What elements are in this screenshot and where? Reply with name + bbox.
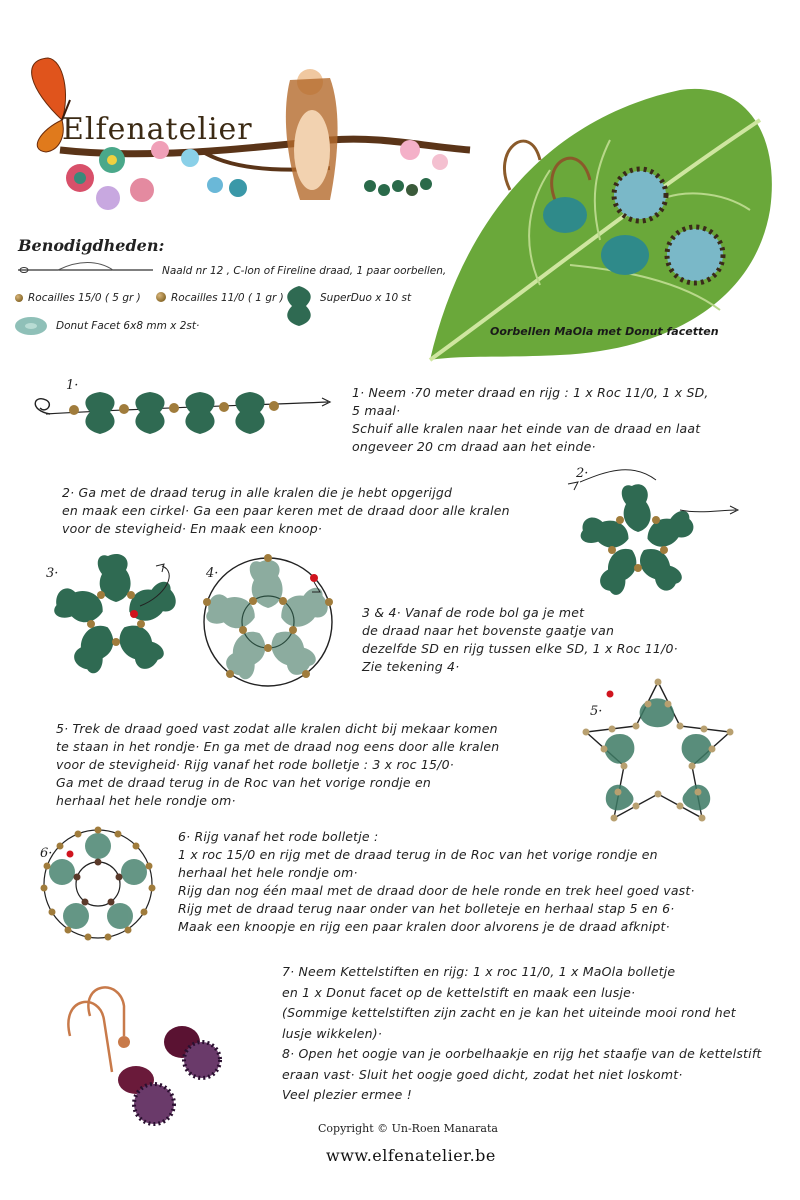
photo-caption: Oorbellen MaOla met Donut facetten: [490, 325, 719, 338]
red-marker-icon: [310, 574, 318, 582]
step6-label: 6·: [40, 846, 53, 861]
step6-text: [178, 828, 695, 936]
step3-diagram: [56, 550, 196, 690]
step1-diagram: [28, 380, 338, 460]
step5-line: voor de stevigheid· Rijg vanaf het rode bolletje : 3 x roc 15/0·: [56, 757, 454, 772]
step5-line: 5· Trek de draad goed vast zodat alle kralen dicht bij mekaar komen: [56, 721, 498, 736]
step34-line: Zie tekening 4·: [362, 659, 460, 674]
step5-label: 5·: [590, 704, 603, 719]
step4-label: 4·: [206, 566, 219, 581]
step1-line: ongeveer 20 cm draad aan het einde·: [352, 439, 596, 454]
donut-facet-icon: [14, 316, 48, 336]
step5-text: [56, 720, 499, 810]
step6-line: herhaal het hele rondje om·: [178, 865, 358, 880]
step78-line: eraan vast· Sluit het oogje goed dicht, zodat het niet loskomt·: [282, 1066, 683, 1082]
brand-logo: [62, 112, 253, 147]
materials-line1: Naald nr 12 , C-lon of Fireline draad, 1 paar oorbellen,: [162, 265, 447, 277]
step78-line: lusje wikkelen)·: [282, 1025, 383, 1041]
step6-line: Maak een knoopje en rijg een paar kralen door alvorens je de draad afknipt·: [178, 919, 670, 934]
red-marker-icon: [607, 691, 614, 698]
step1-label: 1·: [66, 378, 79, 393]
step5-diagram: [576, 672, 746, 832]
step1-text: [352, 384, 709, 456]
step2-line: 2· Ga met de draad terug in alle kralen die je hebt opgerijgd: [62, 485, 453, 500]
step4-diagram: [198, 550, 348, 700]
step34-line: dezelfde SD en rijg tussen elke SD, 1 x Roc 11/0·: [362, 641, 678, 656]
step6-line: 6· Rijg vanaf het rode bolletje :: [178, 829, 379, 844]
materials-roc11: Rocailles 11/0 ( 1 gr ): [171, 292, 284, 304]
flower-5-superduo: [578, 484, 697, 598]
step78-text: [282, 962, 762, 1106]
roc15-bead-icon: [15, 294, 23, 302]
step78-line: (Sommige kettelstiften zijn zacht en je kan het uiteinde mooi rond het: [282, 1005, 736, 1020]
step78-line: Veel plezier ermee !: [282, 1087, 412, 1102]
copyright-notice: Copyright © Un-Roen Manarata: [318, 1122, 498, 1135]
step34-text: [362, 604, 678, 676]
step1-line: 5 maal·: [352, 403, 401, 418]
step78-line: 8· Open het oogje van je oorbelhaakje en rijg het staafje van de kettelstift: [282, 1046, 762, 1061]
step6-diagram: [40, 826, 160, 946]
materials-donut: Donut Facet 6x8 mm x 2st·: [56, 320, 200, 332]
step2-line: en maak een cirkel· Ga een paar keren met de draad door alle kralen: [62, 503, 510, 518]
step34-line: de draad naar het bovenste gaatje van: [362, 623, 615, 638]
brand-title: Elfenatelier: [62, 112, 253, 147]
step1-beads: [69, 392, 279, 434]
step2-text: [62, 484, 510, 538]
purple-earrings-photo: [50, 976, 240, 1136]
step6-line: Rijg dan nog één maal met de draad door de hele ronde en trek heel goed vast·: [178, 883, 695, 898]
step78-line: en 1 x Donut facet op de kettelstift en maak een lusje·: [282, 984, 636, 1000]
step6-line: 1 x roc 15/0 en rijg met de draad terug in de Roc van het vorige rondje en: [178, 847, 658, 862]
superduo-icon: [284, 284, 314, 328]
step2-label: 2·: [576, 466, 589, 481]
step1-line: Schuif alle kralen naar het einde van de draad en laat: [352, 421, 701, 436]
step3-label: 3·: [46, 566, 59, 581]
needle-icon: [18, 262, 158, 276]
step34-line: 3 & 4· Vanaf de rode bol ga je met: [362, 605, 585, 620]
fairy-figure: [286, 69, 338, 200]
red-marker-icon: [130, 610, 138, 618]
materials-superduo: SuperDuo x 10 st: [320, 292, 412, 304]
red-marker-icon: [67, 851, 74, 858]
materials-heading: Benodigdheden:: [18, 236, 165, 255]
step1-line: 1· Neem ·70 meter draad en rijg : 1 x Roc 11/0, 1 x SD,: [352, 385, 709, 400]
step6-line: Rijg met de draad terug naar onder van het bolleteje en herhaal stap 5 en 6·: [178, 901, 675, 916]
step5-line: Ga met de draad terug in de Roc van het vorige rondje en: [56, 775, 431, 790]
materials-roc15: Rocailles 15/0 ( 5 gr ): [28, 292, 141, 304]
roc11-bead-icon: [156, 292, 166, 302]
step5-line: herhaal het hele rondje om·: [56, 793, 236, 808]
step5-line: te staan in het rondje· En ga met de draad nog eens door alle kralen: [56, 739, 500, 754]
step78-line: 7· Neem Kettelstiften en rijg: 1 x roc 11/0, 1 x MaOla bolletje: [282, 964, 676, 979]
website-link[interactable]: www.elfenatelier.be: [326, 1146, 496, 1165]
step2-line: voor de stevigheid· En maak een knoop·: [62, 521, 323, 536]
